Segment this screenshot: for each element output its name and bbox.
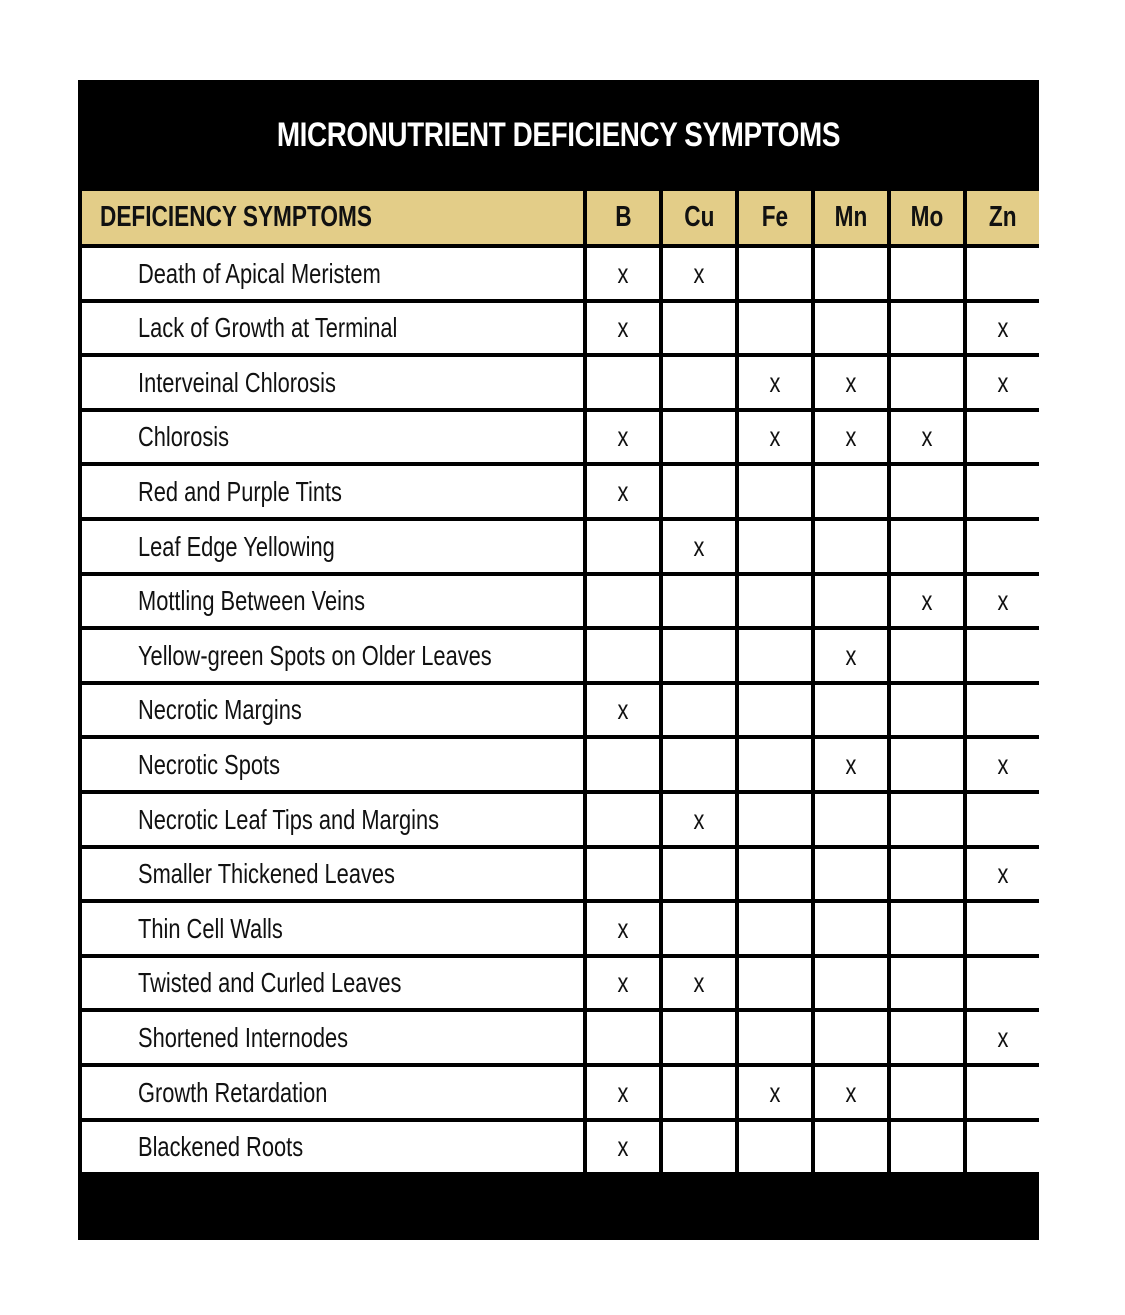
mark-cell-mo	[891, 958, 963, 1008]
mark-cell-zn	[967, 739, 1039, 790]
mark-cell-b	[587, 1012, 659, 1063]
mark-cell-b	[587, 958, 659, 1008]
mark-cell-cu-text: x	[693, 530, 705, 562]
mark-cell-b	[587, 466, 659, 517]
mark-cell-b	[587, 248, 659, 299]
mark-cell-mn	[815, 849, 887, 899]
mark-cell-zn	[967, 1067, 1039, 1118]
mark-cell-b	[587, 576, 659, 626]
deficiency-table	[78, 80, 1039, 1240]
mark-cell-b	[587, 903, 659, 954]
mark-cell-mn	[815, 466, 887, 517]
header-nutrient-mn	[815, 191, 887, 244]
mark-cell-fe	[739, 1122, 811, 1172]
mark-cell-cu	[663, 849, 735, 899]
mark-cell-fe	[739, 903, 811, 954]
mark-cell-cu	[663, 685, 735, 735]
symptom-label	[82, 357, 583, 408]
mark-cell-b	[587, 739, 659, 790]
mark-cell-b-text: x	[617, 475, 629, 507]
mark-cell-fe-text: x	[769, 421, 781, 452]
mark-cell-mn	[815, 357, 887, 408]
header-symptoms-label	[82, 191, 583, 244]
mark-cell-cu	[663, 248, 735, 299]
header-nutrient-cu	[663, 191, 735, 244]
symptom-label-text: Smaller Thickened Leaves	[138, 858, 395, 889]
mark-cell-mo	[891, 412, 963, 462]
mark-cell-cu	[663, 466, 735, 517]
symptom-label	[82, 1012, 583, 1063]
mark-cell-mn-text: x	[845, 421, 857, 452]
mark-cell-zn	[967, 903, 1039, 954]
mark-cell-zn-text: x	[997, 366, 1009, 398]
mark-cell-fe	[739, 1067, 811, 1118]
mark-cell-mn	[815, 576, 887, 626]
mark-cell-b	[587, 1122, 659, 1172]
mark-cell-fe	[739, 466, 811, 517]
mark-cell-mo	[891, 1122, 963, 1172]
mark-cell-mo	[891, 630, 963, 681]
symptom-label-text: Yellow-green Spots on Older Leaves	[138, 639, 492, 671]
mark-cell-cu-text: x	[693, 257, 705, 289]
symptom-label-text: Shortened Internodes	[138, 1021, 349, 1053]
header-nutrient-b	[587, 191, 659, 244]
mark-cell-b	[587, 685, 659, 735]
mark-cell-zn	[967, 794, 1039, 845]
symptom-label-text: Leaf Edge Yellowing	[138, 530, 335, 562]
symptom-label-text: Necrotic Leaf Tips and Margins	[138, 803, 440, 835]
symptom-label-text: Necrotic Margins	[138, 694, 302, 725]
header-nutrient-mo	[891, 191, 963, 244]
mark-cell-mo	[891, 739, 963, 790]
mark-cell-zn	[967, 849, 1039, 899]
mark-cell-b	[587, 630, 659, 681]
mark-cell-mo	[891, 303, 963, 353]
mark-cell-mo-text: x	[921, 421, 933, 452]
header-symptoms-label-text: DEFICIENCY SYMPTOMS	[100, 201, 372, 233]
mark-cell-mn-text: x	[845, 639, 857, 671]
mark-cell-mn-text: x	[845, 1076, 857, 1108]
symptom-label	[82, 1067, 583, 1118]
mark-cell-zn	[967, 1122, 1039, 1172]
mark-cell-cu	[663, 303, 735, 353]
mark-cell-mo	[891, 1012, 963, 1063]
mark-cell-fe	[739, 630, 811, 681]
mark-cell-b	[587, 794, 659, 845]
mark-cell-b	[587, 412, 659, 462]
mark-cell-mo-text: x	[921, 585, 933, 616]
mark-cell-fe	[739, 958, 811, 1008]
table-grid	[78, 187, 1039, 1240]
mark-cell-mn	[815, 412, 887, 462]
symptom-label-text: Death of Apical Meristem	[138, 257, 381, 289]
mark-cell-zn	[967, 357, 1039, 408]
mark-cell-zn	[967, 303, 1039, 353]
symptom-label-text: Thin Cell Walls	[138, 912, 283, 944]
mark-cell-zn	[967, 412, 1039, 462]
mark-cell-b	[587, 303, 659, 353]
mark-cell-cu	[663, 958, 735, 1008]
mark-cell-fe	[739, 1012, 811, 1063]
symptom-label	[82, 521, 583, 572]
mark-cell-mn	[815, 630, 887, 681]
header-nutrient-zn	[967, 191, 1039, 244]
mark-cell-mn-text: x	[845, 748, 857, 780]
symptom-label-text: Mottling Between Veins	[138, 585, 366, 616]
mark-cell-fe	[739, 739, 811, 790]
symptom-label	[82, 248, 583, 299]
mark-cell-b-text: x	[617, 1131, 629, 1162]
mark-cell-b-text: x	[617, 312, 629, 343]
symptom-label	[82, 739, 583, 790]
mark-cell-mo	[891, 521, 963, 572]
mark-cell-zn-text: x	[997, 858, 1009, 889]
symptom-label-text: Growth Retardation	[138, 1076, 328, 1108]
mark-cell-mn	[815, 248, 887, 299]
mark-cell-mn	[815, 521, 887, 572]
header-nutrient-b-text: B	[614, 201, 632, 233]
mark-cell-b-text: x	[617, 257, 629, 289]
mark-cell-mo	[891, 685, 963, 735]
mark-cell-zn-text: x	[997, 1021, 1009, 1053]
symptom-label	[82, 1122, 583, 1172]
mark-cell-fe	[739, 303, 811, 353]
mark-cell-mn	[815, 794, 887, 845]
mark-cell-zn	[967, 248, 1039, 299]
mark-cell-cu	[663, 794, 735, 845]
symptom-label	[82, 466, 583, 517]
header-nutrient-fe	[739, 191, 811, 244]
symptom-label	[82, 685, 583, 735]
mark-cell-mo	[891, 794, 963, 845]
mark-cell-b	[587, 1067, 659, 1118]
mark-cell-cu	[663, 1122, 735, 1172]
mark-cell-cu	[663, 903, 735, 954]
symptom-label	[82, 958, 583, 1008]
mark-cell-fe	[739, 576, 811, 626]
mark-cell-cu	[663, 357, 735, 408]
mark-cell-mn	[815, 903, 887, 954]
mark-cell-fe	[739, 849, 811, 899]
mark-cell-mn-text: x	[845, 366, 857, 398]
symptom-label	[82, 903, 583, 954]
mark-cell-zn	[967, 630, 1039, 681]
mark-cell-fe	[739, 248, 811, 299]
mark-cell-mn	[815, 1067, 887, 1118]
symptom-label	[82, 303, 583, 353]
mark-cell-b-text: x	[617, 1076, 629, 1108]
mark-cell-zn	[967, 576, 1039, 626]
symptom-label-text: Red and Purple Tints	[138, 475, 342, 507]
mark-cell-zn-text: x	[997, 748, 1009, 780]
mark-cell-fe-text: x	[769, 366, 781, 398]
mark-cell-zn-text: x	[997, 585, 1009, 616]
mark-cell-cu	[663, 412, 735, 462]
symptom-label-text: Blackened Roots	[138, 1131, 304, 1162]
mark-cell-b	[587, 521, 659, 572]
symptom-label	[82, 849, 583, 899]
mark-cell-b	[587, 357, 659, 408]
symptom-label-text: Twisted and Curled Leaves	[138, 967, 402, 998]
mark-cell-cu-text: x	[693, 967, 705, 998]
mark-cell-b-text: x	[617, 694, 629, 725]
mark-cell-fe	[739, 357, 811, 408]
symptom-label-text: Lack of Growth at Terminal	[138, 312, 398, 343]
mark-cell-mn	[815, 958, 887, 1008]
mark-cell-mn	[815, 303, 887, 353]
symptom-label	[82, 412, 583, 462]
mark-cell-zn-text: x	[997, 312, 1009, 343]
symptom-label-text: Chlorosis	[138, 421, 230, 452]
mark-cell-cu	[663, 630, 735, 681]
mark-cell-mo	[891, 248, 963, 299]
symptom-label-text: Interveinal Chlorosis	[138, 366, 336, 398]
symptom-label	[82, 794, 583, 845]
symptom-label	[82, 576, 583, 626]
mark-cell-zn	[967, 958, 1039, 1008]
mark-cell-fe-text: x	[769, 1076, 781, 1108]
symptom-label	[82, 630, 583, 681]
mark-cell-cu	[663, 1012, 735, 1063]
mark-cell-fe	[739, 521, 811, 572]
mark-cell-b-text: x	[617, 967, 629, 998]
mark-cell-mo	[891, 1067, 963, 1118]
mark-cell-mn	[815, 685, 887, 735]
mark-cell-mn	[815, 739, 887, 790]
table-title-text: MICRONUTRIENT DEFICIENCY SYMPTOMS	[276, 116, 841, 154]
header-nutrient-mn-text: Mn	[834, 201, 868, 233]
symptom-label-text: Necrotic Spots	[138, 748, 281, 780]
header-nutrient-cu-text: Cu	[683, 201, 715, 233]
mark-cell-fe	[739, 794, 811, 845]
mark-cell-cu-text: x	[693, 803, 705, 835]
mark-cell-mn	[815, 1012, 887, 1063]
mark-cell-fe	[739, 412, 811, 462]
mark-cell-cu	[663, 576, 735, 626]
mark-cell-cu	[663, 739, 735, 790]
mark-cell-zn	[967, 466, 1039, 517]
mark-cell-mo	[891, 903, 963, 954]
mark-cell-b-text: x	[617, 421, 629, 452]
mark-cell-cu	[663, 1067, 735, 1118]
mark-cell-mo	[891, 357, 963, 408]
mark-cell-zn	[967, 1012, 1039, 1063]
mark-cell-mo	[891, 466, 963, 517]
mark-cell-mo	[891, 849, 963, 899]
mark-cell-cu	[663, 521, 735, 572]
mark-cell-fe	[739, 685, 811, 735]
header-nutrient-fe-text: Fe	[761, 201, 789, 233]
mark-cell-mn	[815, 1122, 887, 1172]
mark-cell-zn	[967, 521, 1039, 572]
mark-cell-b-text: x	[617, 912, 629, 944]
table-title	[78, 80, 1039, 187]
header-nutrient-mo-text: Mo	[910, 201, 944, 233]
mark-cell-zn	[967, 685, 1039, 735]
mark-cell-b	[587, 849, 659, 899]
mark-cell-mo	[891, 576, 963, 626]
header-nutrient-zn-text: Zn	[989, 201, 1017, 233]
